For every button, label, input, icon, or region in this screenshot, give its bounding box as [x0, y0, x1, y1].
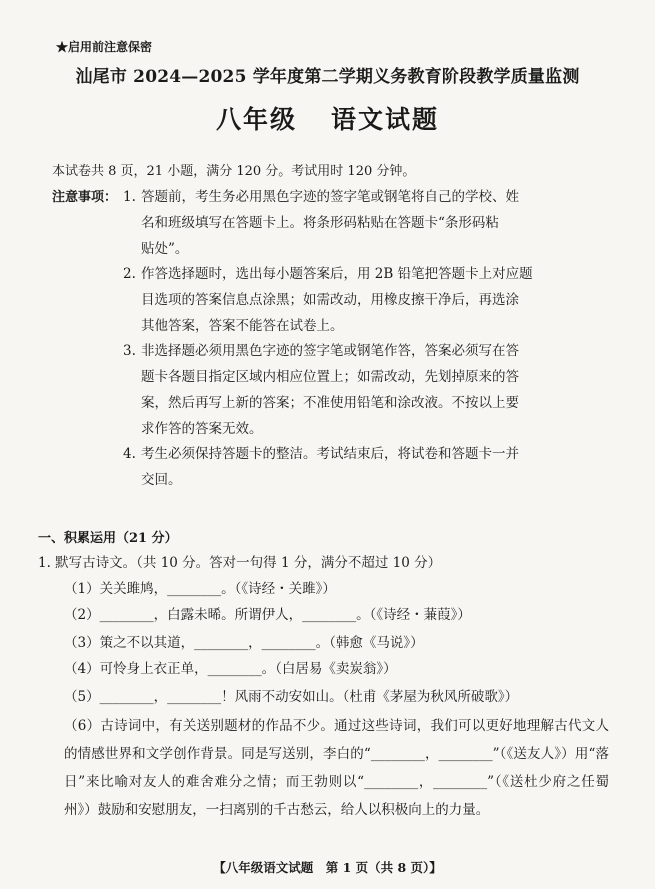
note-4: [123, 441, 519, 493]
note-line: 交回。: [141, 472, 182, 488]
question-1-item: （5）________，________！风雨不动安如山。（杜甫《茅屋为秋风所破歌》）: [64, 689, 519, 705]
note-line: 案，然后再写上新的答案；不准使用铅笔和涂改液。不按以上要: [141, 395, 519, 411]
page-footer: 【八年级语文试题 第 1 页（共 8 页）】: [213, 860, 442, 875]
question-1-item: （4）可怜身上衣正单，________。（白居易《卖炭翁》）: [64, 661, 397, 677]
subject-label: 语文试题: [331, 105, 440, 134]
section-title: 一、积累运用（21 分）: [38, 531, 178, 546]
note-number: 1.: [123, 189, 136, 205]
note-number: 2.: [123, 266, 136, 282]
note-line: 考生必须保持答题卡的整洁。考试结束后，将试卷和答题卡一并: [141, 446, 519, 462]
question-1-item: （3）策之不以其道，________，________。（韩愈《马说》）: [64, 635, 424, 651]
grade-label: 八年级: [215, 105, 297, 134]
note-line: 目选项的答案信息点涂黑；如需改动，用橡皮擦干净后，再选涂: [141, 292, 519, 308]
confidential-mark: ★启用前注意保密: [56, 40, 153, 54]
question-1-stem: 1. 默写古诗文。（共 10 分。答对一句得 1 分，满分不超过 10 分）: [38, 555, 442, 571]
note-line: 作答选择题时，选出每小题答案后，用 2B 铅笔把答题卡上对应题: [141, 266, 533, 282]
question-1-item-6: （6）古诗词中，有关送别题材的作品不少。通过这些诗词，我们可以更好地理解古代文人的情感世界和文学创作背景。同是写送别，李白的“________，________”（《送友人》）用“落日”来比喻对友人的难舍难分之情；而王勃则以“________，________”（《送杜少府之任蜀州》）鼓励和安慰朋友，一扫离别的千古愁云，给人以积极向上的力量。: [64, 718, 609, 818]
note-number: 3.: [123, 343, 136, 359]
note-1: [123, 184, 519, 262]
question-1-item: （1）关关雎鸠，________。（《诗经・关雎》）: [64, 581, 336, 597]
note-line: 名和班级填写在答题卡上。将条形码粘贴在答题卡“条形码粘: [141, 215, 499, 231]
notes-label: 注意事项：: [52, 190, 118, 205]
paper-intro: 本试卷共 8 页，21 小题，满分 120 分。考试用时 120 分钟。: [52, 164, 416, 179]
note-line: 贴处”。: [141, 241, 189, 257]
note-3: [123, 338, 519, 442]
paper-title: [0, 100, 655, 136]
note-number: 4.: [123, 446, 136, 462]
question-1-item: （2）________，白露未晞。所谓伊人，________。（《诗经・蒹葭》）: [64, 607, 471, 623]
note-line: 其他答案，答案不能答在试卷上。: [141, 318, 344, 334]
note-line: 求作答的答案无效。: [141, 421, 263, 437]
note-2: [123, 261, 533, 339]
exam-title: 汕尾市 2024—2025 学年度第二学期义务教育阶段教学质量监测: [75, 67, 580, 87]
note-line: 答题前，考生务必用黑色字迹的签字笔或钢笔将自己的学校、姓: [141, 189, 519, 205]
note-line: 非选择题必须用黑色字迹的签字笔或钢笔作答，答案必须写在答: [141, 343, 519, 359]
note-line: 题卡各题目指定区域内相应位置上；如需改动，先划掉原来的答: [141, 369, 519, 385]
